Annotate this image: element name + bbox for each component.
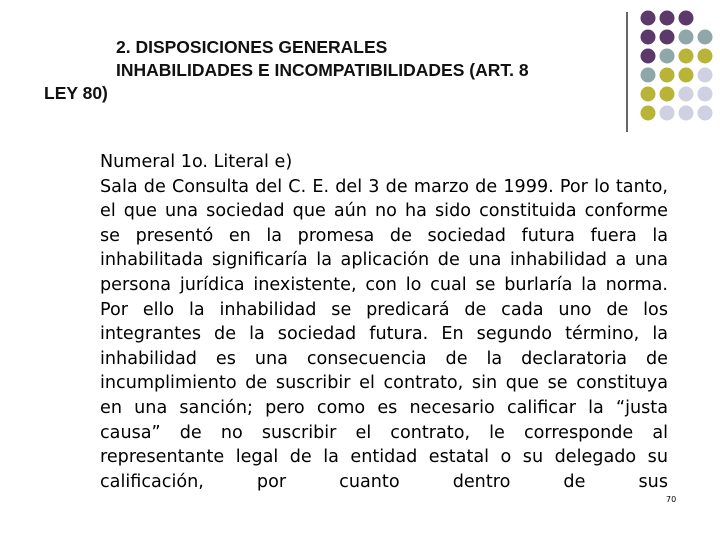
decor-dot xyxy=(641,68,656,83)
decor-dot xyxy=(698,106,713,121)
decor-dot xyxy=(660,87,675,102)
decor-dot xyxy=(660,49,675,64)
decor-dot xyxy=(641,49,656,64)
decor-dot xyxy=(679,49,694,64)
slide-number: 70 xyxy=(666,495,677,504)
decor-dot xyxy=(641,30,656,45)
decor-dot xyxy=(660,30,675,45)
decor-dot xyxy=(641,11,656,26)
slide-body xyxy=(100,150,668,519)
decor-dot xyxy=(679,11,694,26)
decor-dot xyxy=(698,87,713,102)
decor-dot xyxy=(698,68,713,83)
decor-dot xyxy=(660,11,675,26)
decor-dot xyxy=(698,49,713,64)
body-heading: Numeral 1o. Literal e) xyxy=(100,152,293,172)
divider-line xyxy=(626,12,628,132)
slide-title xyxy=(116,36,636,82)
decor-dot xyxy=(679,87,694,102)
title-line-1: 2. DISPOSICIONES GENERALES xyxy=(116,37,388,57)
decor-dot xyxy=(660,106,675,121)
decor-dot xyxy=(679,30,694,45)
decor-dot xyxy=(698,30,713,45)
decor-dot xyxy=(679,106,694,121)
decor-dot xyxy=(679,68,694,83)
decor-dot xyxy=(641,87,656,102)
decor-dot xyxy=(641,106,656,121)
title-line-3: LEY 80) xyxy=(44,83,108,103)
decor-dot xyxy=(660,68,675,83)
body-paragraph: Sala de Consulta del C. E. del 3 de marzo de 1999. Por lo tanto, el que una sociedad que aún no ha sido constituida conforme se presentó en la promesa de sociedad futura fuera la inhabilitada significaría la aplicación de una inhabilidad a una persona jurídica inexistente, con lo cual se burlaría la norma. Por ello la inhabilidad se predicará de cada uno de los integrantes de la sociedad futura. En segundo término, la inhabilidad es una consecuencia de la declaratoria de incumplimiento de suscribir el contrato, sin que se constituya en una sanción; pero como es necesario calificar la “justa causa” de no suscribir el contrato, le corresponde al representante legal de la entidad estatal o su delegado su calificación, por cuanto dentro de sus xyxy=(100,176,668,492)
title-line-2: INHABILIDADES E INCOMPATIBILIDADES (ART. 8 xyxy=(116,60,529,80)
